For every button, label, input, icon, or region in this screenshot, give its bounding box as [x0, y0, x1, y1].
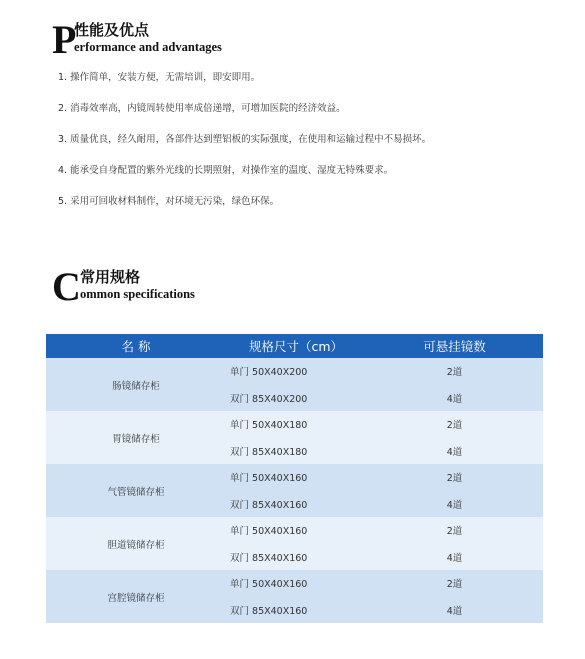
count-cell: 4道 — [366, 438, 543, 465]
size-cell: 双门 85X40X160 — [226, 544, 366, 571]
product-name: 肠镜储存柜 — [46, 358, 226, 411]
performance-heading — [52, 17, 312, 62]
count-cell: 2道 — [366, 464, 543, 491]
size-cell: 双门 85X40X160 — [226, 597, 366, 624]
spec-group — [46, 358, 543, 411]
product-name: 胆道镜储存柜 — [46, 517, 226, 570]
performance-initial: P — [52, 17, 77, 62]
count-cell: 4道 — [366, 544, 543, 571]
table-row — [46, 358, 543, 385]
header-name: 名 称 — [46, 334, 226, 358]
feature-item: 1. 操作简单，安装方便，无需培训，即安即用。 — [58, 72, 261, 83]
size-cell: 双门 85X40X180 — [226, 438, 366, 465]
feature-item: 2. 消毒效率高，内镜周转使用率成倍递增，可增加医院的经济效益。 — [58, 103, 346, 114]
table-row — [46, 517, 543, 544]
size-cell: 单门 50X40X160 — [226, 570, 366, 597]
count-cell: 4道 — [366, 491, 543, 518]
spec-table — [46, 334, 543, 623]
table-header-row — [46, 334, 543, 358]
size-cell: 双门 85X40X160 — [226, 491, 366, 518]
spec-group — [46, 464, 543, 517]
spec-group — [46, 570, 543, 623]
header-size: 规格尺寸（cm） — [226, 334, 366, 358]
table-row — [46, 464, 543, 491]
feature-item: 3. 质量优良，经久耐用，各部件达到塑铝板的实际强度，在使用和运输过程中不易损坏。 — [58, 134, 432, 145]
table-row — [46, 411, 543, 438]
size-cell: 单门 50X40X200 — [226, 358, 366, 385]
product-name: 气管镜储存柜 — [46, 464, 226, 517]
feature-list — [58, 72, 431, 227]
specs-heading — [52, 264, 312, 309]
size-cell: 单门 50X40X160 — [226, 517, 366, 544]
product-name: 胃镜储存柜 — [46, 411, 226, 464]
table-row — [46, 570, 543, 597]
size-cell: 单门 50X40X180 — [226, 411, 366, 438]
count-cell: 4道 — [366, 597, 543, 624]
size-cell: 单门 50X40X160 — [226, 464, 366, 491]
count-cell: 4道 — [366, 385, 543, 412]
count-cell: 2道 — [366, 358, 543, 385]
spec-group — [46, 517, 543, 570]
header-count: 可悬挂镜数 — [366, 334, 543, 358]
specs-title-en: ommon specifications — [80, 287, 195, 301]
specs-initial: C — [52, 264, 81, 309]
product-name: 宫腔镜储存柜 — [46, 570, 226, 623]
feature-item: 4. 能承受自身配置的紫外光线的长期照射，对操作室的温度、湿度无特殊要求。 — [58, 165, 394, 176]
performance-title-cn: 性能及优点 — [74, 21, 150, 39]
size-cell: 双门 85X40X200 — [226, 385, 366, 412]
count-cell: 2道 — [366, 517, 543, 544]
count-cell: 2道 — [366, 411, 543, 438]
specs-title-cn: 常用规格 — [80, 268, 141, 286]
feature-item: 5. 采用可回收材料制作，对环境无污染，绿色环保。 — [58, 196, 280, 207]
count-cell: 2道 — [366, 570, 543, 597]
performance-title-en: erformance and advantages — [74, 40, 222, 54]
spec-group — [46, 411, 543, 464]
